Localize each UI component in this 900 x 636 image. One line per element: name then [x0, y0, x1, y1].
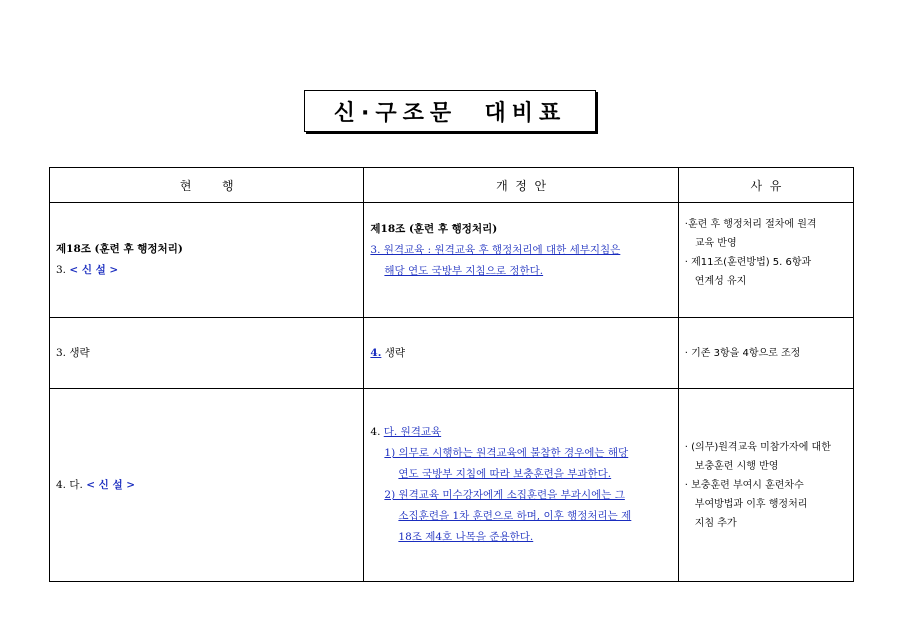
article-heading: 제18조 (훈련 후 행정처리) [56, 243, 183, 255]
new-tag: < 신 설 > [69, 264, 119, 276]
document-title-box [304, 90, 596, 132]
revision-text-line: 3. 원격교육 : 원격교육 후 행정처리에 대한 세부지침은 [370, 244, 621, 256]
reason-cell [678, 203, 853, 318]
item-heading: 다. 원격교육 [383, 426, 442, 438]
document-title: 신·구조문 대비표 [333, 100, 567, 126]
reason-line: ·훈련 후 행정처리 절차에 원격 [684, 219, 817, 230]
current-cell [50, 203, 364, 318]
reason-line: 보충훈련 시행 반영 [694, 460, 779, 472]
item-number: 4. [370, 346, 382, 359]
current-cell [50, 318, 364, 389]
revision-text-line: 18조 제4호 나목을 준용한다. [398, 531, 534, 543]
reason-line: · 보충훈련 부여시 훈련차수 [684, 479, 804, 491]
reason-line: · 제11조(훈련방법) 5. 6항과 [684, 257, 812, 268]
header-reason: 사 유 [678, 168, 853, 203]
item-line: 3. 생략 [56, 346, 90, 359]
new-tag: < 신 설 > [86, 478, 136, 491]
current-cell [50, 389, 364, 582]
item-line: 4. 생략 [370, 346, 405, 359]
revision-text-line: 해당 연도 국방부 지침으로 정한다. [384, 265, 544, 277]
reason-line: · (의무)원격교육 미참가자에 대한 [684, 441, 831, 453]
table-row [50, 318, 854, 389]
revision-text-line: 2) 원격교육 미수강자에게 소집훈련을 부과시에는 그 [384, 489, 625, 501]
table-row [50, 389, 854, 582]
revision-cell [364, 203, 678, 318]
article-heading: 제18조 (훈련 후 행정처리) [370, 223, 498, 235]
reason-line: 교육 반영 [694, 238, 737, 249]
reason-line: 부여방법과 이후 행정처리 [694, 498, 808, 510]
reason-cell [678, 318, 853, 389]
comparison-table [49, 167, 854, 582]
reason-line: 연계성 유지 [694, 276, 747, 287]
revision-text-line: 연도 국방부 지침에 따라 보충훈련을 부과한다. [398, 468, 612, 480]
item-line: 3. < 신 설 > [56, 264, 119, 276]
reason-line: · 기존 3항을 4항으로 조정 [684, 347, 801, 359]
revision-cell [364, 318, 678, 389]
revision-cell [364, 389, 678, 582]
item-line: 4. 다. 원격교육 [370, 426, 442, 438]
header-revision: 개 정 안 [364, 168, 678, 203]
table-header-row [50, 168, 854, 203]
reason-line: 지침 추가 [694, 517, 737, 529]
table-row [50, 203, 854, 318]
reason-cell [678, 389, 853, 582]
revision-text-line: 소집훈련을 1차 훈련으로 하며, 이후 행정처리는 제 [398, 510, 632, 522]
item-line: 4. 다. < 신 설 > [56, 478, 136, 491]
revision-text-line: 1) 의무로 시행하는 원격교육에 불참한 경우에는 해당 [384, 447, 629, 459]
header-current: 현 행 [50, 168, 364, 203]
